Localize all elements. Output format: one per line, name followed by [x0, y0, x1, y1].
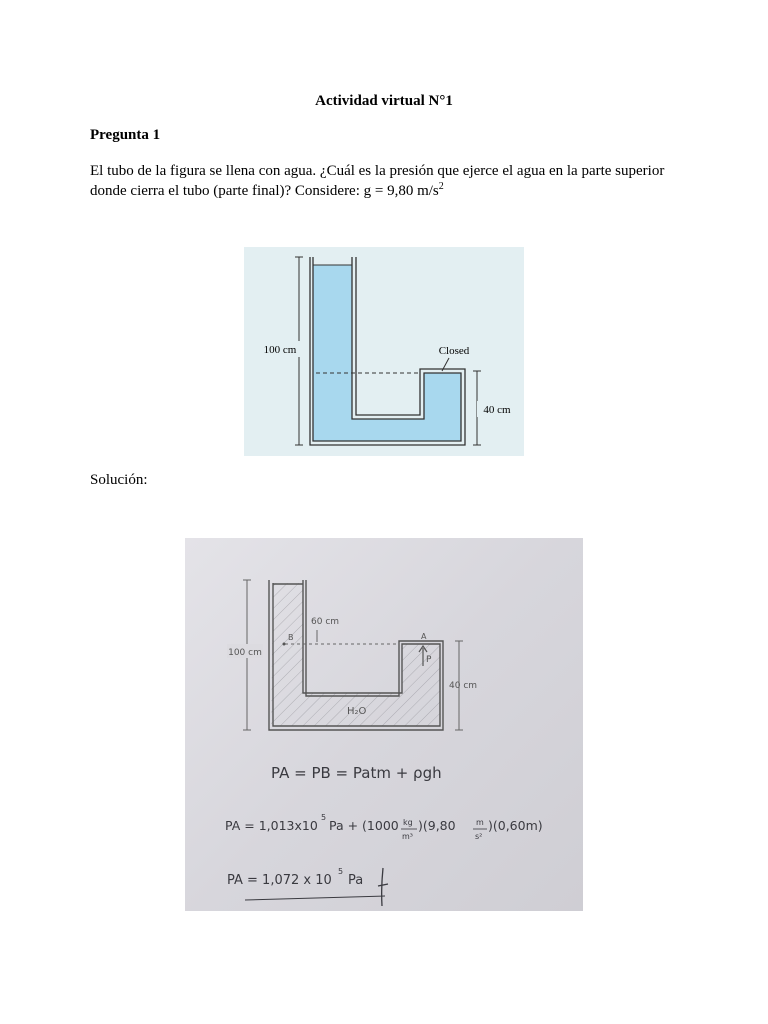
handwritten-solution-photo [185, 538, 583, 911]
equation-2-unit-num: kg [403, 818, 413, 827]
hand-depth-label: 60 cm [311, 617, 340, 627]
tube-figure [244, 247, 524, 456]
point-a-label: A [421, 632, 427, 641]
result-underline [245, 896, 385, 900]
equation-2-exp: 5 [321, 813, 327, 822]
equation-3-exp: 5 [338, 867, 344, 876]
handwritten-diagram [185, 538, 583, 911]
point-b-dot [283, 643, 286, 646]
page-title: Actividad virtual N°1 [315, 93, 453, 109]
closed-label: Closed [438, 345, 470, 357]
equation-1: PA = PB = Patm + ρgh [271, 764, 442, 782]
equation-2-part2: Pa + (1000 [329, 818, 399, 833]
fluid-label: H₂O [347, 706, 367, 717]
equation-2 [225, 813, 543, 841]
equation-3-part2: Pa [348, 873, 364, 888]
equation-2-part1: PA = 1,013x10 [225, 818, 318, 833]
right-height-label: 40 cm [483, 404, 511, 416]
question-exponent: 2 [438, 181, 444, 192]
question-line-1: El tubo de la figura se llena con agua. ¿Cuál es la presión que ejerce el agua en la parte superior [90, 163, 665, 179]
equation-3-part1: PA = 1,072 x 10 [227, 873, 332, 888]
question-text [90, 161, 690, 201]
hatched-water [271, 583, 440, 726]
height-label: 100 cm [263, 344, 297, 356]
pressure-arrow-label: P [426, 655, 432, 665]
result-mark [378, 868, 388, 906]
point-b-label: B [288, 633, 294, 642]
hand-height-label: 100 cm [228, 648, 262, 658]
equation-3 [227, 867, 363, 888]
hand-right-height-label: 40 cm [449, 681, 478, 691]
question-title: Pregunta 1 [90, 127, 161, 143]
question-line-2-text: donde cierra el tubo (parte final)? Considere: g = 9,80 m/s [90, 183, 439, 199]
equation-2-unit2-den: s² [475, 832, 483, 841]
tube-diagram [244, 247, 524, 456]
question-line-2 [90, 181, 690, 201]
equation-2-unit-den: m³ [402, 832, 413, 841]
equation-2-part3: )(9,80 [418, 818, 456, 833]
equation-2-unit2-num: m [476, 818, 484, 827]
solution-label: Solución: [90, 472, 148, 488]
equation-2-part4: )(0,60m) [488, 818, 543, 833]
